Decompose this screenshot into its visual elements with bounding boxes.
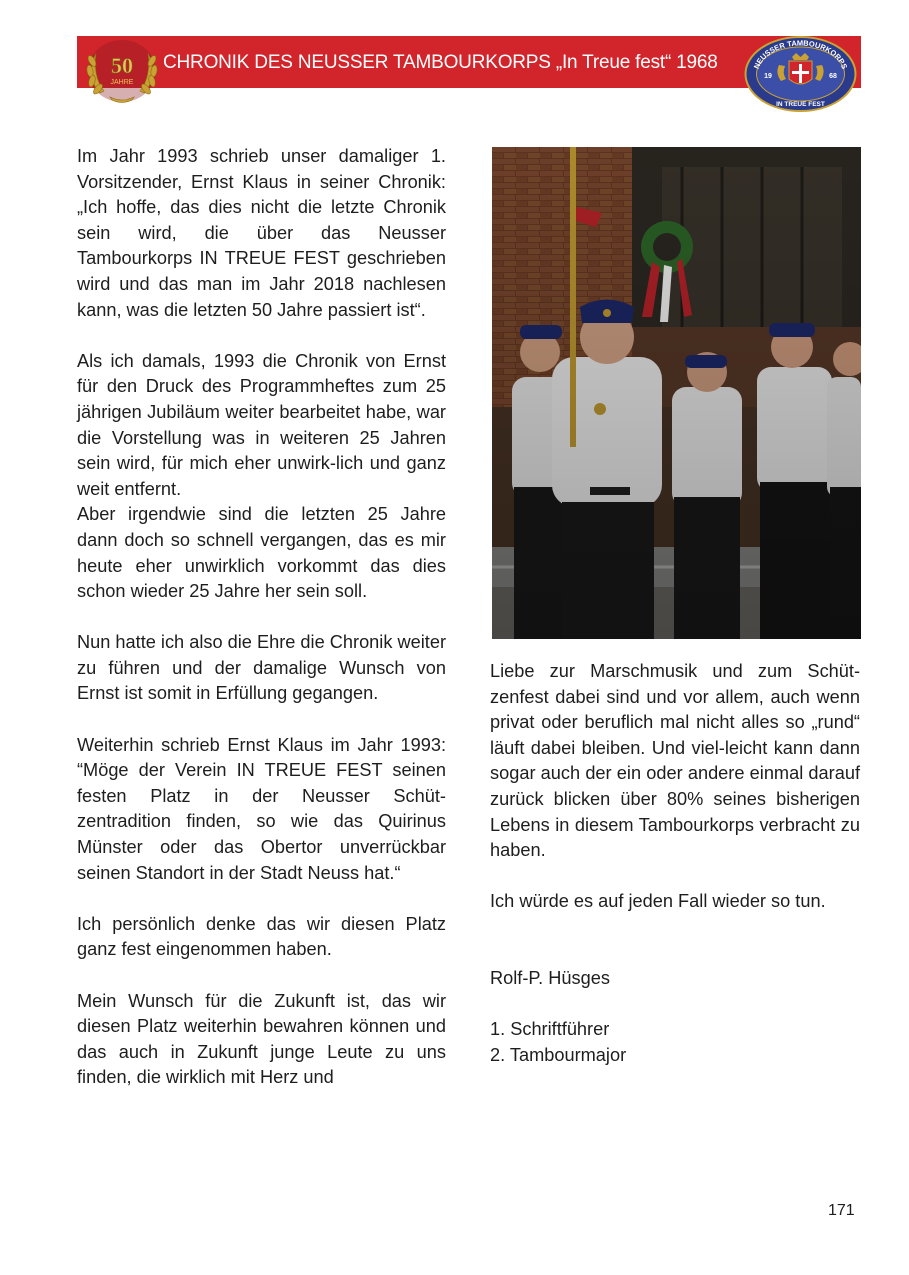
author-name: Rolf-P. Hüsges <box>490 968 610 989</box>
paragraph: Weiterhin schrieb Ernst Klaus im Jahr 1993: “Möge der Verein IN TREUE FEST seinen festen Platz in der Neusser Schüt-zentradition finden, so wie das Quirinus Münster oder das Obertor unverrückbar seinen Standort in der Stadt Neuss hat.“ <box>77 734 446 883</box>
paragraph: Ich persönlich denke das wir diesen Platz ganz fest eingenommen haben. <box>77 913 446 960</box>
seal-bottom-text: IN TREUE FEST <box>776 101 825 108</box>
paragraph: Liebe zur Marschmusik und zum Schüt-zenfest dabei sind und vor allem, auch wenn privat oder beruflich mal nicht alles so „rund“ läuft dabei bleiben. Und viel-leicht kann dann sogar auch der ein oder andere einmal darauf zurück blicken über 80% seines bisherigen Lebens in diesem Tambourkorps verbracht zu haben. <box>490 661 860 861</box>
right-text-column <box>490 659 860 1069</box>
left-text-column <box>77 144 446 1091</box>
seal-top-text: NEUSSER TAMBOURKORPS <box>751 38 850 71</box>
badge-number: 50 <box>111 53 133 78</box>
page-number: 171 <box>828 1202 855 1219</box>
marching-band-photo <box>492 147 861 639</box>
paragraph: Als ich damals, 1993 die Chronik von Ernst für den Druck des Programmheftes zum 25 jährigen Jubiläum weiter bearbeitet habe, war die Vorstellung was in weiteren 25 Jahren sein wird, für mich eher unwirk-lich und ganz weit entfernt. <box>77 350 446 499</box>
paragraph: Mein Wunsch für die Zukunft ist, das wir diesen Platz weiterhin bewahren können und das auch in Zukunft junge Leute zu uns finden, die wirklich mit Herz und <box>77 990 446 1088</box>
badge-word: JAHRE <box>110 79 134 86</box>
seal-year-left: 19 <box>764 73 772 80</box>
paragraph: Nun hatte ich also die Ehre die Chronik weiter zu führen und der damalige Wunsch von Ernst ist somit in Erfüllung gegangen. <box>77 632 446 704</box>
seal-year-right: 68 <box>829 73 837 80</box>
paragraph: Ich würde es auf jeden Fall wieder so tun. <box>490 891 826 912</box>
anniversary-50-logo <box>80 37 164 107</box>
author-role: 1. Schriftführer <box>490 1019 610 1040</box>
paragraph: Aber irgendwie sind die letzten 25 Jahre dann doch so schnell vergangen, das es mir heute eher unwirklich vorkommt das dies schon wieder 25 Jahre her sein soll. <box>77 504 446 602</box>
chronicle-title: CHRONIK DES NEUSSER TAMBOURKORPS „In Treue fest“ 1968 <box>163 52 718 73</box>
author-role: 2. Tambourmajor <box>490 1044 627 1065</box>
paragraph: Im Jahr 1993 schrieb unser damaliger 1. Vorsitzender, Ernst Klaus in seiner Chronik: „Ich hoffe, das dies nicht die letzte Chronik sein wird, die über das Neusser Tambourkorps IN TREUE FEST geschrieben wird und das man im Jahr 2018 nachlesen kann, was die letzten 50 Jahre passiert ist“. <box>77 146 446 320</box>
club-seal-logo <box>744 35 857 113</box>
